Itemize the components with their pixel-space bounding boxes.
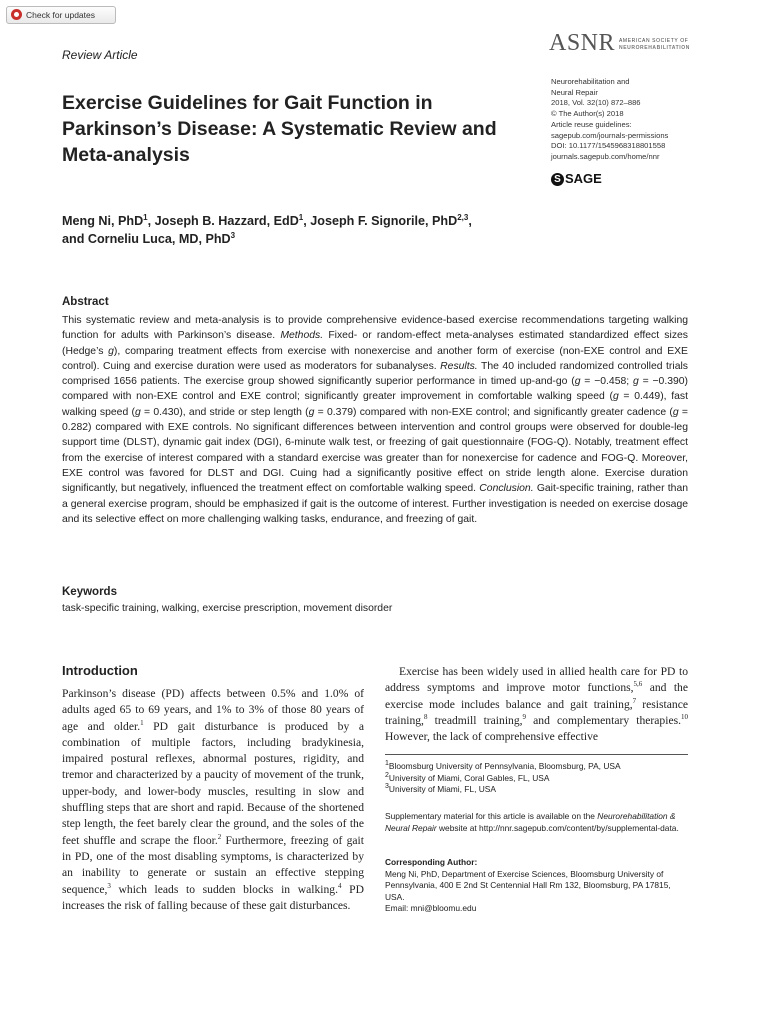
intro-text: treadmill training, xyxy=(427,713,523,727)
intro-text: PD gait disturbance is produced by a combination of multiple factors, including bradykinesia, impaired postural reflexes, abnormal postures, rigidity, and tremor and characterized by a paucity of movement of the trunk, upper-body, and lower-body muscles, resulting in slow and shuffling steps that are short and rapid. Because of the shortened step length, the feet barely clear the ground, and the soles of the feet shuffle and scrape the floor. xyxy=(62,719,364,847)
journal-home-link[interactable]: journals.sagepub.com/home/nnr xyxy=(551,151,660,161)
society-logo-line2: NEUROREHABILITATION xyxy=(619,45,690,51)
introduction-column-right xyxy=(385,664,688,745)
citation-ref[interactable]: 3 xyxy=(107,881,111,890)
citation-ref[interactable]: 9 xyxy=(522,713,527,722)
author-affiliation-ref: 2,3 xyxy=(457,212,469,222)
abstract-g: g xyxy=(574,376,581,388)
intro-text: which leads to sudden blocks in walking. xyxy=(110,882,338,896)
author-name: Corneliu Luca, MD, PhD xyxy=(87,232,231,246)
abstract-g: g xyxy=(632,376,639,388)
author-list: Meng Ni, PhD$^1$, Joseph B. Hazzard, EdD$^1$, Joseph F. Signorile, PhD$^{2,3}$, and Corneliu Luca, MD, PhD$^3$ xyxy=(62,212,472,246)
citation-ref[interactable]: 1 xyxy=(140,718,144,727)
citation-ref[interactable]: 4 xyxy=(338,881,342,890)
abstract-g: g xyxy=(308,406,315,418)
journal-name-line1: Neurorehabilitation and xyxy=(551,77,630,86)
citation-ref[interactable]: 7 xyxy=(632,696,637,705)
supp-text[interactable]: website at http://nnr.sagepub.com/content/by/supplemental-data. xyxy=(436,822,679,833)
abstract-text: = 0.430), and stride or step length ( xyxy=(140,406,309,418)
journal-volume: 2018, Vol. 32(10) 872–886 xyxy=(551,98,641,108)
abstract-text: = −0.458; xyxy=(580,376,633,388)
affiliation-text: University of Miami, FL, USA xyxy=(388,784,496,795)
abstract-g: g xyxy=(612,391,619,403)
article-type: Review Article xyxy=(62,48,138,62)
check-for-updates-button[interactable] xyxy=(6,6,116,24)
intro-text: resistance training, xyxy=(385,697,688,727)
abstract-text: Fixed- or random-effect meta-analyses estimated standardized effect sizes (Hedge’s xyxy=(62,330,688,357)
copyright: © The Author(s) 2018 xyxy=(551,109,624,119)
citation-ref[interactable]: 5,6 xyxy=(633,680,643,689)
supp-text: Supplementary material for this article is available on the xyxy=(385,811,598,821)
affiliation-text: Bloomsburg University of Pennsylvania, Bloomsburg, PA, USA xyxy=(388,761,621,771)
affiliation-number: 3 xyxy=(385,783,389,791)
abstract-heading: Abstract xyxy=(62,296,109,308)
intro-text: Exercise has been widely used in allied health care for PD to address symptoms and improve motor functions, xyxy=(385,665,688,695)
abstract-text: = 0.449), fast walking speed ( xyxy=(62,391,688,418)
citation-ref[interactable]: 2 xyxy=(217,832,222,841)
affiliations xyxy=(385,761,688,796)
author-name: Joseph B. Hazzard, EdD xyxy=(154,214,299,228)
abstract-results-label: Results. xyxy=(440,360,478,372)
journal-name-line2: Neural Repair xyxy=(551,87,598,97)
intro-text: Parkinson’s disease (PD) affects between 0.5% and 1.0% of adults aged 65 to 69 years, and 1% to 3% of those 80 years of age and older. xyxy=(62,687,364,733)
affiliation-number: 2 xyxy=(385,771,389,779)
affiliation-number: 1 xyxy=(385,760,389,768)
abstract-text: This systematic review and meta-analysis is to provide comprehensive evidence-based exercise recommendations targeting walking function for adults with Parkinson’s disease. xyxy=(62,315,688,342)
author-conjunction: and xyxy=(62,232,88,246)
intro-text: and complementary therapies. xyxy=(526,713,681,727)
supp-journal: Neurorehabilitation & Neural Repair xyxy=(385,811,676,833)
crossmark-icon xyxy=(11,9,22,20)
supplementary-note xyxy=(385,811,688,834)
abstract-text: = 0.379) compared with non-EXE control; and significantly greater cadence ( xyxy=(314,406,673,418)
intro-text: and the exercise mode includes balance and gait training, xyxy=(385,681,688,711)
reuse-label: Article reuse guidelines: xyxy=(551,119,632,129)
abstract-g: g xyxy=(134,406,141,418)
author-name: Meng Ni, PhD xyxy=(62,214,144,228)
author-affiliation-ref: 1 xyxy=(143,212,148,222)
keywords-list: task-specific training, walking, exercise prescription, movement disorder xyxy=(62,603,393,614)
journal-info xyxy=(551,77,721,163)
affiliation-item xyxy=(385,773,688,785)
corresponding-author xyxy=(385,857,688,915)
corresponding-author-heading: Corresponding Author: xyxy=(385,857,478,867)
abstract-text: Gait-specific training, rather than a general exercise program, should be emphasized if gait is the outcome of interest. Further investigation is needed on exercise dosage and its selective effect on more challenging walking tasks, endurance, and freezing of gait. xyxy=(62,483,688,525)
author-name: Joseph F. Signorile, PhD xyxy=(310,214,458,228)
abstract-text: ), comparing treatment effects from exercise with nonexercise and another form of exercise (non-EXE control and EXE control). Cuing and exercise duration were used as moderators for subanalyses. xyxy=(62,345,688,372)
abstract-text: The 40 included randomized controlled trials comprised 1656 patients. The exercise group showed significantly superior performance in timed up-and-go ( xyxy=(62,360,688,388)
intro-text: Furthermore, freezing of gait in PD, one of the most disabling symptoms, is characterized by an inability to generate or sustain an effective stepping sequence, xyxy=(62,833,365,896)
article-title: Exercise Guidelines for Gait Function in Parkinson’s Disease: A Systematic Review and Meta-analysis xyxy=(62,92,497,166)
affiliation-item xyxy=(385,784,688,796)
sage-icon: S xyxy=(551,173,564,186)
affiliation-item xyxy=(385,761,688,773)
society-logo-line1: AMERICAN SOCIETY OF xyxy=(619,38,689,44)
abstract-conclusion-label: Conclusion. xyxy=(479,483,534,495)
intro-text: PD increases the risk of falling because of these gait disturbances. xyxy=(62,882,364,912)
doi[interactable]: DOI: 10.1177/1545968318801558 xyxy=(551,141,666,151)
society-logo-mark: ASNR xyxy=(549,30,616,56)
permissions-link[interactable]: sagepub.com/journals-permissions xyxy=(551,130,669,140)
author-affiliation-ref: 3 xyxy=(230,230,236,240)
publisher-logo xyxy=(551,171,602,186)
abstract-g: g xyxy=(672,406,679,418)
citation-ref[interactable]: 8 xyxy=(423,713,428,722)
abstract-body xyxy=(62,313,688,527)
check-for-updates-label: Check for updates xyxy=(26,9,95,20)
publisher-name: SAGE xyxy=(565,171,602,186)
author-affiliation-ref: 1 xyxy=(298,212,304,222)
society-logo xyxy=(549,30,719,60)
intro-text: However, the lack of comprehensive effective xyxy=(385,730,599,744)
abstract-g: g xyxy=(108,345,114,357)
abstract-text: = 0.282) compared with EXE controls. No significant differences between intervention and control groups were observed for double-leg support time (DLST), dynamic gait index (DGI), 6-minute walk test, or freezing of gait questionnaire (FOG-Q). Notably, treatment effect from the exercise of interest compared with a standard exercise was greater than for nonexercise for cadence and FOG-Q. Moreover, EXE control was favored for DLST and DGI. Cuing had a significantly positive effect on stride length alone. Exercise duration significantly, but negatively, influenced the treatment effect on comfortable walking speed. xyxy=(62,406,689,495)
abstract-text: = −0.390) compared with non-EXE control and EXE control; significantly greater improvement in comfortable walking speed ( xyxy=(62,376,689,403)
abstract-methods-label: Methods. xyxy=(280,330,324,342)
affiliation-text: University of Miami, Coral Gables, FL, USA xyxy=(388,772,550,783)
footnote-divider xyxy=(385,754,688,755)
introduction-heading: Introduction xyxy=(62,663,138,678)
keywords-heading: Keywords xyxy=(62,586,117,598)
corresponding-author-email[interactable]: Email: mni@bloomu.edu xyxy=(385,903,477,914)
introduction-column-left xyxy=(62,686,364,914)
citation-ref[interactable]: 10 xyxy=(681,713,688,722)
corresponding-author-address: Meng Ni, PhD, Department of Exercise Sciences, Bloomsburg University of Pennsylvania, 400 E 2nd St Centennial Hall Rm 132, Bloomsburg, PA 17815, USA. xyxy=(385,868,671,902)
